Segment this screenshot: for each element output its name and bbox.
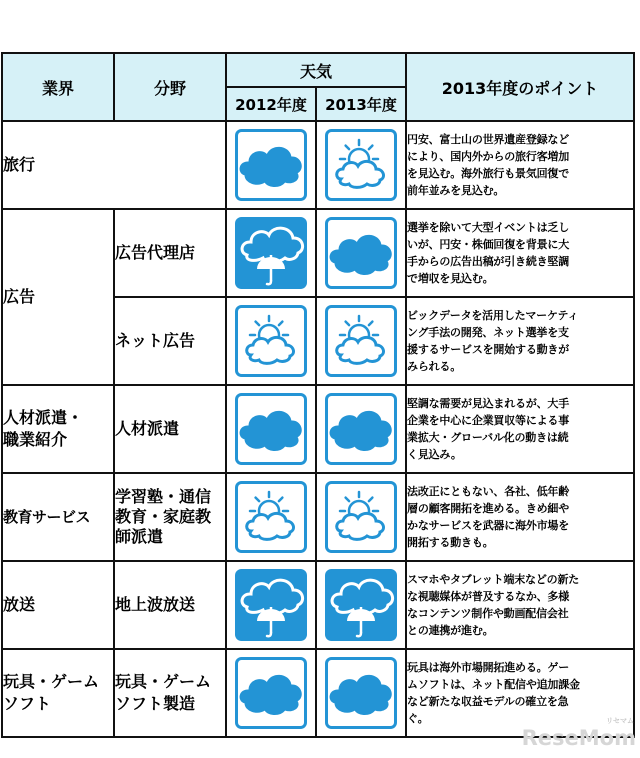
industry-cell: 放送	[2, 561, 114, 649]
weather-2012-cell	[226, 209, 316, 297]
cloudy-icon	[317, 657, 405, 729]
resemom-watermark-logo	[521, 717, 636, 750]
point-cell: ビックデータを活用したマーケティ ング手法の開発、ネット選挙を支 援するサービスを開始する動きが みられる。	[406, 297, 634, 385]
point-cell: 選挙を除いて大型イベントは乏し いが、円安・株価回復を背景に大 手からの広告出稿が引き続き堅調 で増収を見込む。	[406, 209, 634, 297]
weather-2012-cell	[226, 385, 316, 473]
weather-2013-cell	[316, 209, 406, 297]
watermark-kana: リセマム	[606, 717, 634, 725]
weather-2012-cell	[226, 561, 316, 649]
field-cell: 人材派遣	[114, 385, 226, 473]
field-cell: 広告代理店	[114, 209, 226, 297]
partly-sunny-icon	[317, 129, 405, 201]
header-field: 分野	[114, 53, 226, 121]
weather-2012-cell	[226, 473, 316, 561]
field-cell: 玩具・ゲーム ソフト製造	[114, 649, 226, 737]
point-cell: 円安、富士山の世界遺産登録など により、国内外からの旅行客増加 を見込む。海外旅行も景気回復で 前年並みを見込む。	[406, 121, 634, 209]
watermark-brand: ReseMom	[521, 726, 636, 750]
header-year-2012: 2012年度	[226, 87, 316, 121]
field-cell: 学習塾・通信 教育・家庭教 師派遣	[114, 473, 226, 561]
rain-umbrella-icon	[227, 217, 315, 289]
cloudy-icon	[227, 393, 315, 465]
cloudy-icon	[227, 657, 315, 729]
header-weather: 天気	[226, 53, 406, 87]
table-row	[2, 473, 634, 561]
table-row	[2, 649, 634, 737]
industry-cell: 旅行	[2, 121, 226, 209]
point-cell: 法改正にともない、各社、低年齢 層の顧客開拓を進める。きめ細や かなサービスを武器に海外市場を 開拓する動きも。	[406, 473, 634, 561]
header-industry: 業界	[2, 53, 114, 121]
weather-2012-cell	[226, 649, 316, 737]
weather-2013-cell	[316, 385, 406, 473]
cloudy-icon	[317, 393, 405, 465]
partly-sunny-icon	[317, 481, 405, 553]
rain-umbrella-icon	[317, 569, 405, 641]
point-cell: スマホやタブレット端末などの新た な視聴媒体が普及するなか、多様 なコンテンツ制作や動画配信会社 との連携が進む。	[406, 561, 634, 649]
partly-sunny-icon	[227, 305, 315, 377]
header-points: 2013年度のポイント	[406, 53, 634, 121]
weather-2013-cell	[316, 649, 406, 737]
field-cell: ネット広告	[114, 297, 226, 385]
field-cell: 地上波放送	[114, 561, 226, 649]
industry-cell: 広告	[2, 209, 114, 385]
header-year-2013: 2013年度	[316, 87, 406, 121]
rain-umbrella-icon	[227, 569, 315, 641]
point-cell: 玩具は海外市場開拓進める。ゲー ムソフトは、ネット配信や追加課金 など新たな収益モデルの確立を急 ぐ。	[406, 649, 634, 737]
point-cell: 堅調な需要が見込まれるが、大手 企業を中心に企業買収等による事 業拡大・グローバル化の動きは続 く見込み。	[406, 385, 634, 473]
table-row	[2, 385, 634, 473]
weather-2013-cell	[316, 121, 406, 209]
partly-sunny-icon	[227, 481, 315, 553]
cloudy-icon	[317, 217, 405, 289]
industry-cell: 玩具・ゲーム ソフト	[2, 649, 114, 737]
table-row	[2, 561, 634, 649]
table-row	[2, 121, 634, 209]
industry-cell: 教育サービス	[2, 473, 114, 561]
industry-cell: 人材派遣・ 職業紹介	[2, 385, 114, 473]
partly-sunny-icon	[317, 305, 405, 377]
weather-2012-cell	[226, 297, 316, 385]
forecast-table	[1, 52, 635, 738]
table-row	[2, 209, 634, 297]
weather-2013-cell	[316, 561, 406, 649]
weather-2012-cell	[226, 121, 316, 209]
weather-2013-cell	[316, 297, 406, 385]
weather-2013-cell	[316, 473, 406, 561]
cloudy-icon	[227, 129, 315, 201]
